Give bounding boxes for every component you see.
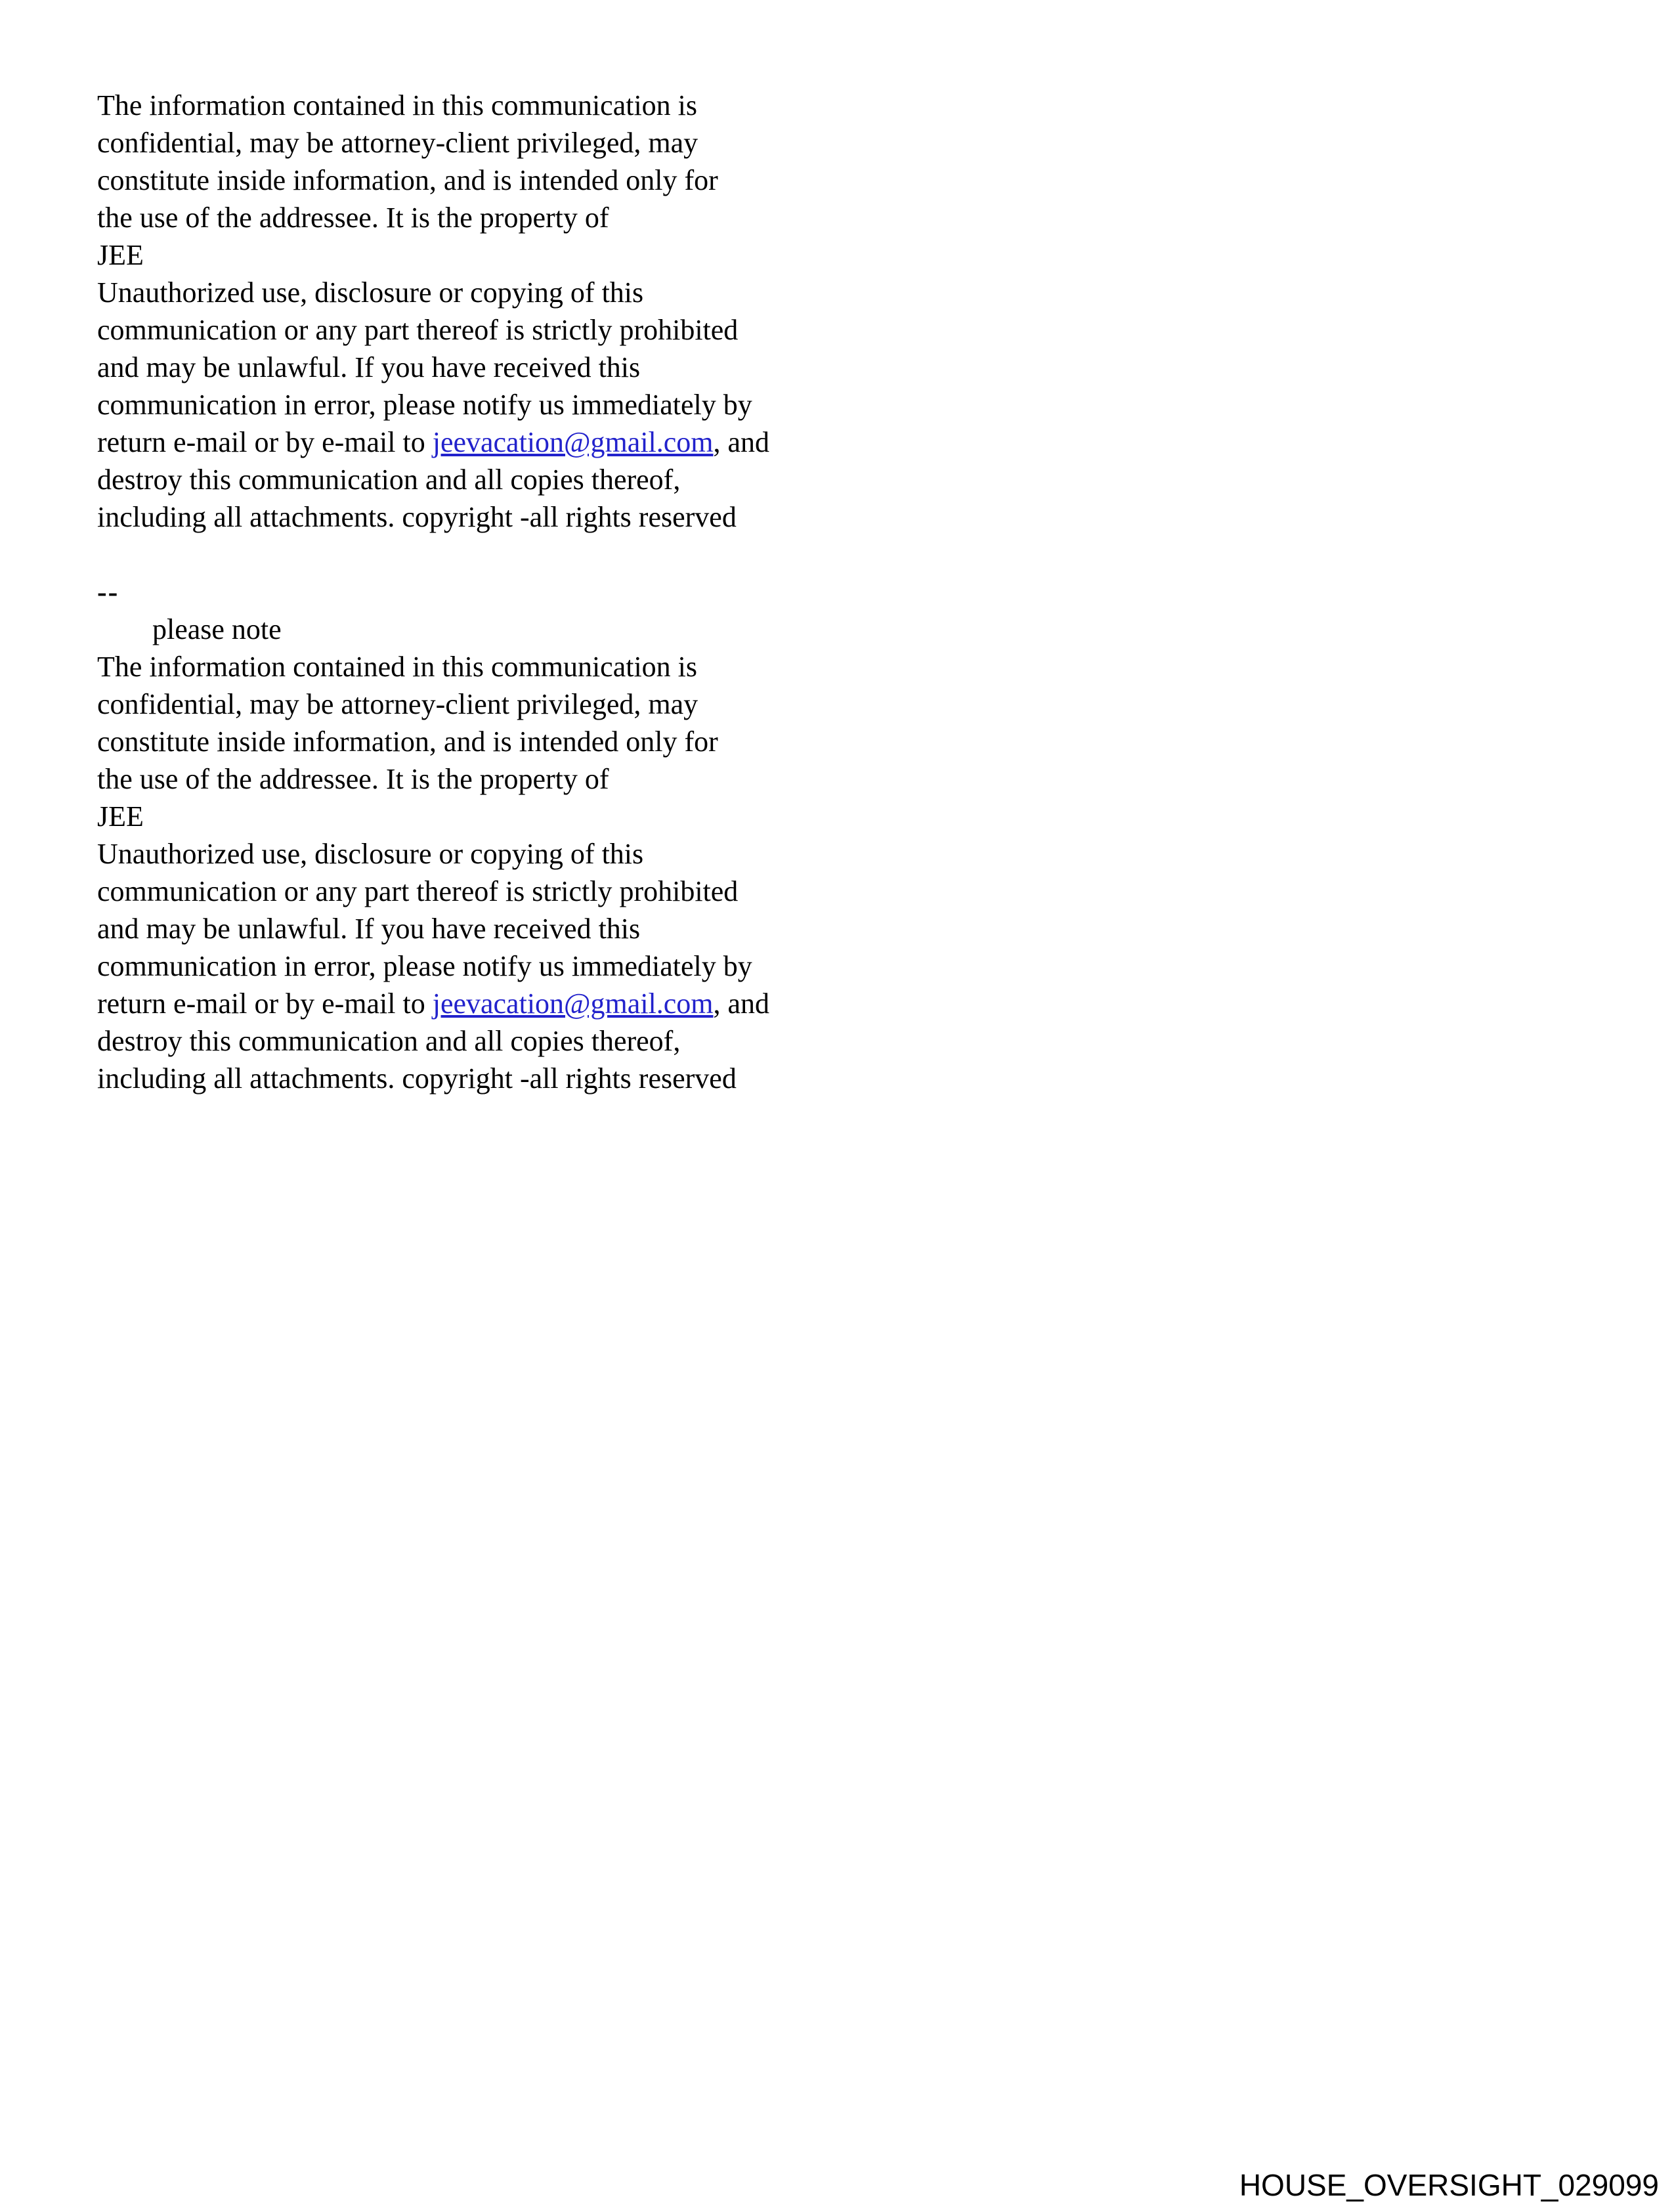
email-line-prefix: return e-mail or by e-mail to xyxy=(97,426,433,458)
disclaimer-line: JEE xyxy=(97,800,144,833)
email-disclaimer-column xyxy=(97,87,951,1097)
disclaimer-line: constitute inside information, and is intended only for xyxy=(97,164,718,196)
disclaimer-line: constitute inside information, and is intended only for xyxy=(97,726,718,758)
disclaimer-line: including all attachments. copyright -all rights reserved xyxy=(97,501,737,533)
disclaimer-line: JEE xyxy=(97,239,144,271)
email-line-suffix: , and xyxy=(713,426,770,458)
disclaimer-line: Unauthorized use, disclosure or copying of this xyxy=(97,838,644,870)
disclaimer-line: confidential, may be attorney-client privileged, may xyxy=(97,688,698,720)
disclaimer-block-1 xyxy=(97,87,951,536)
disclaimer-line: Unauthorized use, disclosure or copying of this xyxy=(97,276,644,309)
email-line-prefix: return e-mail or by e-mail to xyxy=(97,987,433,1020)
disclaimer-line: destroy this communication and all copies thereof, xyxy=(97,1025,681,1057)
bates-number: HOUSE_OVERSIGHT_029099 xyxy=(1239,2168,1659,2202)
disclaimer-line: the use of the addressee. It is the property of xyxy=(97,763,609,795)
disclaimer-line: and may be unlawful. If you have received this xyxy=(97,913,641,945)
disclaimer-line-email xyxy=(97,985,951,1022)
disclaimer-line: including all attachments. copyright -all rights reserved xyxy=(97,1062,737,1095)
email-link[interactable]: jeevacation@gmail.com xyxy=(432,426,714,458)
disclaimer-line: The information contained in this communication is xyxy=(97,89,698,121)
disclaimer-line: the use of the addressee. It is the property of xyxy=(97,202,609,234)
disclaimer-block-2 xyxy=(97,648,951,1097)
disclaimer-line: destroy this communication and all copies thereof, xyxy=(97,464,681,496)
disclaimer-line-email xyxy=(97,423,951,461)
email-line-suffix: , and xyxy=(713,987,770,1020)
disclaimer-line: communication or any part thereof is strictly prohibited xyxy=(97,314,739,346)
please-note-label: please note xyxy=(152,613,282,645)
disclaimer-line: communication or any part thereof is strictly prohibited xyxy=(97,875,739,907)
disclaimer-line: communication in error, please notify us immediately by xyxy=(97,389,752,421)
disclaimer-line: communication in error, please notify us immediately by xyxy=(97,950,752,982)
signature-separator: -- xyxy=(97,576,119,608)
disclaimer-line: The information contained in this communication is xyxy=(97,651,698,683)
disclaimer-line: and may be unlawful. If you have received this xyxy=(97,351,641,383)
disclaimer-line: confidential, may be attorney-client privileged, may xyxy=(97,127,698,159)
email-link[interactable]: jeevacation@gmail.com xyxy=(432,987,714,1020)
